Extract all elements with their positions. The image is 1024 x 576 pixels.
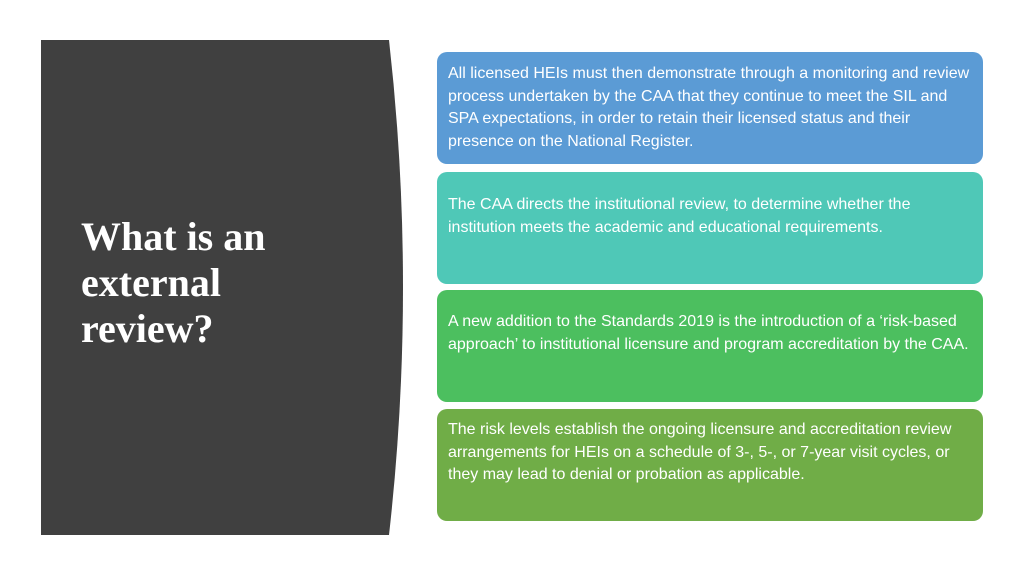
content-card-risk-levels bbox=[437, 409, 983, 521]
content-card-text: A new addition to the Standards 2019 is the introduction of a ‘risk-based approach’ to institutional licensure and program accreditation by the CAA. bbox=[448, 313, 969, 353]
content-card-institutional-review bbox=[437, 172, 983, 284]
content-card-risk-based-approach bbox=[437, 290, 983, 402]
content-card-text: All licensed HEIs must then demonstrate through a monitoring and review process undertaken by the CAA that they continue to meet the SIL and SPA expectations, in order to retain their licensed status and their presence on the National Register. bbox=[448, 65, 970, 150]
slide-title-line-2: external bbox=[81, 260, 221, 305]
title-panel bbox=[41, 40, 411, 535]
content-card-monitoring bbox=[437, 52, 983, 164]
content-card-text: The risk levels establish the ongoing licensure and accreditation review arrangements for HEIs on a schedule of 3-, 5-, or 7-year visit cycles, or they may lead to denial or probation as applicable. bbox=[448, 421, 952, 483]
slide-title-line-3: review? bbox=[81, 306, 214, 351]
slide-title-line-1: What is an bbox=[81, 214, 266, 259]
content-card-text: The CAA directs the institutional review, to determine whether the institution meets the academic and educational requirements. bbox=[448, 196, 911, 236]
slide-title bbox=[81, 214, 381, 352]
